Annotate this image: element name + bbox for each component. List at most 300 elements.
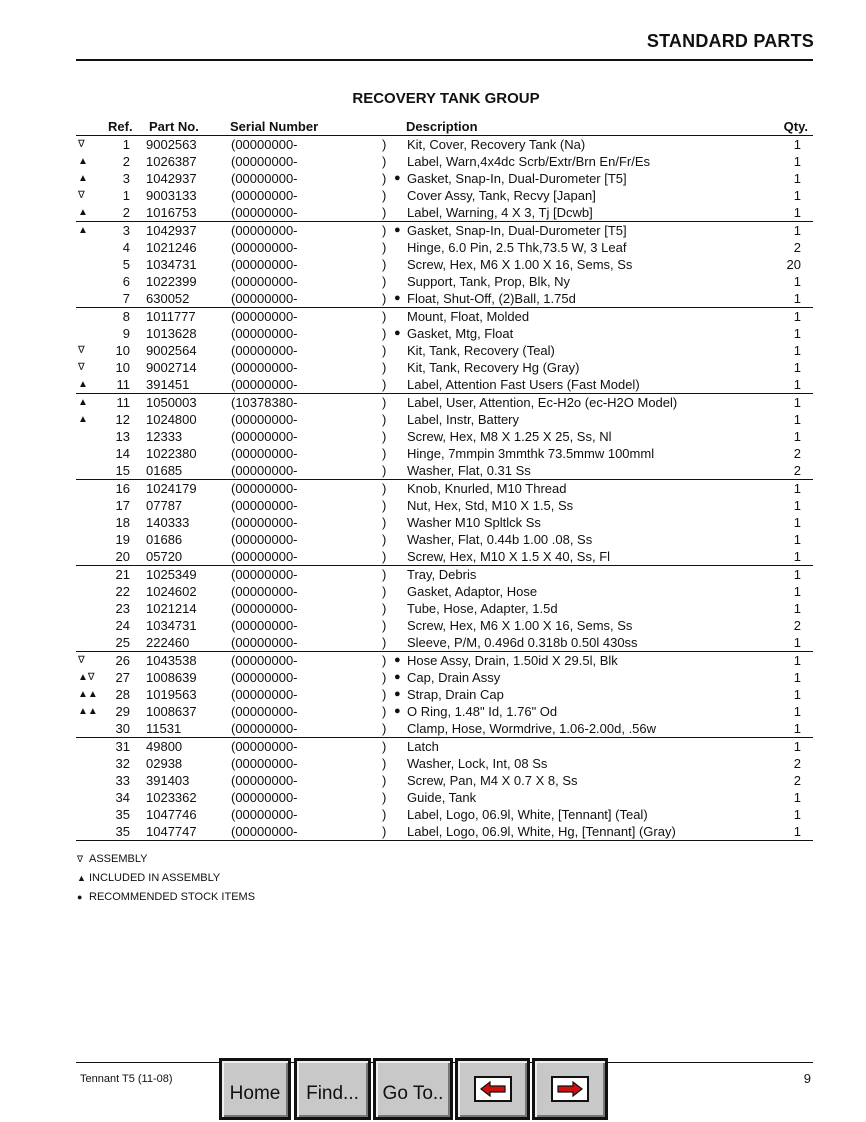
ref-cell: 24 <box>115 618 130 633</box>
table-row <box>76 359 813 376</box>
description-cell: Label, Warn,4x4dc Scrb/Extr/Brn En/Fr/Es <box>407 154 650 169</box>
table-header <box>76 118 813 136</box>
table-row <box>76 686 813 703</box>
ref-cell: 6 <box>122 274 130 289</box>
serial-cell: (00000000- <box>231 532 298 547</box>
serial-cell: (00000000- <box>231 567 298 582</box>
description-cell: Washer, Flat, 0.31 Ss <box>407 463 531 478</box>
parts-table <box>76 118 813 841</box>
description-cell: Sleeve, P/M, 0.496d 0.318b 0.50l 430ss <box>407 635 638 650</box>
recommended-dot: ● <box>394 327 401 339</box>
table-row <box>76 531 813 548</box>
item-symbol: ▲ <box>78 414 88 425</box>
ref-cell: 11 <box>116 395 130 410</box>
qty-cell: 1 <box>793 154 801 169</box>
col-header-ref: Ref. <box>108 119 133 134</box>
table-row <box>76 548 813 565</box>
serial-cell: (00000000- <box>231 687 298 702</box>
serial-close-paren: ) <box>382 773 387 788</box>
serial-close-paren: ) <box>382 171 387 186</box>
description-cell: Label, Attention Fast Users (Fast Model) <box>407 377 640 392</box>
serial-close-paren: ) <box>382 137 387 152</box>
table-row <box>76 514 813 531</box>
serial-cell: (00000000- <box>231 154 298 169</box>
part-number-cell: 1042937 <box>146 223 197 238</box>
serial-close-paren: ) <box>382 824 387 839</box>
qty-cell: 1 <box>793 137 801 152</box>
ref-cell: 3 <box>122 223 130 238</box>
next-page-button[interactable] <box>532 1058 608 1120</box>
serial-close-paren: ) <box>382 412 387 427</box>
legend-item-assembly <box>77 852 255 871</box>
ref-cell: 10 <box>115 343 130 358</box>
description-cell: Label, User, Attention, Ec-H2o (ec-H2O Model) <box>407 395 678 410</box>
serial-cell: (00000000- <box>231 653 298 668</box>
ref-cell: 9 <box>122 326 130 341</box>
part-number-cell: 01685 <box>146 463 183 478</box>
ref-cell: 18 <box>115 515 130 530</box>
serial-close-paren: ) <box>382 481 387 496</box>
qty-cell: 1 <box>793 532 801 547</box>
legend-text: ASSEMBLY <box>89 853 148 865</box>
description-cell: Screw, Pan, M4 X 0.7 X 8, Ss <box>407 773 578 788</box>
table-row <box>76 703 813 720</box>
serial-cell: (00000000- <box>231 807 298 822</box>
ref-cell: 19 <box>115 532 130 547</box>
serial-close-paren: ) <box>382 429 387 444</box>
serial-close-paren: ) <box>382 704 387 719</box>
serial-close-paren: ) <box>382 377 387 392</box>
legend <box>77 852 255 909</box>
serial-cell: (00000000- <box>231 549 298 564</box>
table-row <box>76 153 813 170</box>
description-cell: Screw, Hex, M6 X 1.00 X 16, Sems, Ss <box>407 257 633 272</box>
part-number-cell: 07787 <box>146 498 183 513</box>
serial-cell: (00000000- <box>231 377 298 392</box>
assembly-symbol-icon: ∇ <box>77 854 84 864</box>
serial-close-paren: ) <box>382 584 387 599</box>
item-symbol: ▲ <box>78 207 88 218</box>
table-row <box>76 617 813 634</box>
qty-cell: 1 <box>793 670 801 685</box>
serial-cell: (00000000- <box>231 601 298 616</box>
qty-cell: 1 <box>793 395 801 410</box>
description-cell: Support, Tank, Prop, Blk, Ny <box>407 274 571 289</box>
qty-cell: 1 <box>793 481 801 496</box>
qty-cell: 1 <box>793 309 801 324</box>
qty-cell: 1 <box>793 567 801 582</box>
table-row <box>76 342 813 359</box>
qty-cell: 1 <box>793 549 801 564</box>
part-number-cell: 1019563 <box>146 687 197 702</box>
ref-cell: 11 <box>116 377 130 392</box>
serial-cell: (00000000- <box>231 739 298 754</box>
serial-cell: (00000000- <box>231 498 298 513</box>
ref-cell: 23 <box>115 601 130 616</box>
qty-cell: 1 <box>793 377 801 392</box>
col-header-part-no: Part No. <box>149 119 199 134</box>
serial-cell: (00000000- <box>231 360 298 375</box>
item-symbol: ▲ <box>78 379 88 390</box>
ref-cell: 32 <box>115 756 130 771</box>
serial-cell: (00000000- <box>231 756 298 771</box>
recommended-symbol-icon: ● <box>77 892 83 902</box>
serial-close-paren: ) <box>382 739 387 754</box>
qty-cell: 1 <box>793 498 801 513</box>
right-arrow-icon <box>551 1076 589 1102</box>
ref-cell: 35 <box>115 824 130 839</box>
serial-cell: (00000000- <box>231 618 298 633</box>
description-cell: Kit, Tank, Recovery Hg (Gray) <box>407 360 580 375</box>
serial-cell: (00000000- <box>231 274 298 289</box>
ref-cell: 28 <box>115 687 130 702</box>
serial-cell: (00000000- <box>231 635 298 650</box>
qty-cell: 2 <box>793 773 801 788</box>
serial-cell: (10378380- <box>231 395 298 410</box>
part-number-cell: 630052 <box>146 291 190 306</box>
qty-cell: 1 <box>793 601 801 616</box>
previous-page-button[interactable] <box>455 1058 530 1120</box>
home-button[interactable]: Home <box>219 1058 291 1120</box>
serial-close-paren: ) <box>382 670 387 685</box>
serial-cell: (00000000- <box>231 326 298 341</box>
part-number-cell: 1021246 <box>146 240 197 255</box>
ref-cell: 13 <box>115 429 130 444</box>
item-symbol: ▲▲ <box>78 689 98 700</box>
ref-cell: 26 <box>115 653 130 668</box>
recommended-dot: ● <box>394 654 401 666</box>
item-symbol: ∇ <box>78 362 85 373</box>
description-cell: O Ring, 1.48" Id, 1.76" Od <box>407 704 558 719</box>
table-row <box>76 823 813 840</box>
item-symbol: ∇ <box>78 345 85 356</box>
part-number-cell: 1022380 <box>146 446 197 461</box>
description-cell: Mount, Float, Molded <box>407 309 530 324</box>
table-row <box>76 290 813 307</box>
ref-cell: 16 <box>115 481 130 496</box>
description-cell: Label, Logo, 06.9l, White, [Tennant] (Teal) <box>407 807 648 822</box>
part-number-cell: 222460 <box>146 635 190 650</box>
ref-cell: 33 <box>115 773 130 788</box>
description-cell: Clamp, Hose, Wormdrive, 1.06-2.00d, .56w <box>407 721 657 736</box>
description-cell: Hinge, 7mmpin 3mmthk 73.5mmw 100mml <box>407 446 655 461</box>
part-number-cell: 9002563 <box>146 137 197 152</box>
serial-close-paren: ) <box>382 309 387 324</box>
qty-cell: 1 <box>793 412 801 427</box>
recommended-dot: ● <box>394 688 401 700</box>
item-symbol: ▲▲ <box>78 706 98 717</box>
table-row <box>76 462 813 479</box>
qty-cell: 2 <box>793 240 801 255</box>
recommended-dot: ● <box>394 671 401 683</box>
table-row <box>76 204 813 221</box>
part-number-cell: 9003133 <box>146 188 197 203</box>
col-header-description: Description <box>406 119 478 134</box>
ref-cell: 7 <box>122 291 130 306</box>
part-number-cell: 1021214 <box>146 601 197 616</box>
part-number-cell: 1024602 <box>146 584 197 599</box>
part-number-cell: 1008637 <box>146 704 197 719</box>
part-number-cell: 1043538 <box>146 653 197 668</box>
table-row <box>76 187 813 204</box>
serial-cell: (00000000- <box>231 515 298 530</box>
table-row <box>76 256 813 273</box>
serial-close-paren: ) <box>382 635 387 650</box>
description-cell: Tray, Debris <box>407 567 477 582</box>
ref-cell: 21 <box>115 567 130 582</box>
item-symbol: ▲ <box>78 173 88 184</box>
table-row <box>76 307 813 325</box>
description-cell: Washer, Lock, Int, 08 Ss <box>407 756 548 771</box>
table-row <box>76 411 813 428</box>
qty-cell: 1 <box>793 704 801 719</box>
description-cell: Gasket, Snap-In, Dual-Durometer [T5] <box>407 223 627 238</box>
serial-cell: (00000000- <box>231 257 298 272</box>
table-row <box>76 479 813 497</box>
description-cell: Gasket, Mtg, Float <box>407 326 514 341</box>
table-row <box>76 170 813 187</box>
recommended-dot: ● <box>394 224 401 236</box>
ref-cell: 22 <box>115 584 130 599</box>
serial-cell: (00000000- <box>231 240 298 255</box>
description-cell: Label, Logo, 06.9l, White, Hg, [Tennant] (Gray) <box>407 824 676 839</box>
qty-cell: 1 <box>793 790 801 805</box>
serial-cell: (00000000- <box>231 291 298 306</box>
qty-cell: 1 <box>793 171 801 186</box>
part-number-cell: 1022399 <box>146 274 197 289</box>
included-symbol-icon: ▲ <box>77 873 86 883</box>
serial-cell: (00000000- <box>231 446 298 461</box>
serial-cell: (00000000- <box>231 171 298 186</box>
qty-cell: 1 <box>793 274 801 289</box>
serial-close-paren: ) <box>382 205 387 220</box>
table-row <box>76 737 813 755</box>
description-cell: Tube, Hose, Adapter, 1.5d <box>407 601 558 616</box>
serial-cell: (00000000- <box>231 704 298 719</box>
legend-text: RECOMMENDED STOCK ITEMS <box>89 891 256 903</box>
part-number-cell: 391403 <box>146 773 190 788</box>
serial-cell: (00000000- <box>231 481 298 496</box>
item-symbol: ∇ <box>78 139 85 150</box>
goto-button[interactable]: Go To.. <box>373 1058 453 1120</box>
description-cell: Washer M10 Spltlck Ss <box>407 515 541 530</box>
serial-close-paren: ) <box>382 446 387 461</box>
col-header-serial: Serial Number <box>230 119 319 134</box>
description-cell: Kit, Cover, Recovery Tank (Na) <box>407 137 586 152</box>
recommended-dot: ● <box>394 172 401 184</box>
part-number-cell: 1042937 <box>146 171 197 186</box>
table-body <box>76 136 813 840</box>
table-row <box>76 393 813 411</box>
part-number-cell: 02938 <box>146 756 183 771</box>
qty-cell: 1 <box>793 205 801 220</box>
header-divider <box>76 59 813 61</box>
serial-close-paren: ) <box>382 223 387 238</box>
part-number-cell: 01686 <box>146 532 183 547</box>
item-symbol: ∇ <box>78 190 85 201</box>
serial-close-paren: ) <box>382 498 387 513</box>
part-number-cell: 140333 <box>146 515 190 530</box>
serial-close-paren: ) <box>382 653 387 668</box>
table-row <box>76 720 813 737</box>
serial-close-paren: ) <box>382 188 387 203</box>
find-button[interactable]: Find... <box>294 1058 371 1120</box>
qty-cell: 1 <box>793 739 801 754</box>
part-number-cell: 1016753 <box>146 205 197 220</box>
serial-cell: (00000000- <box>231 188 298 203</box>
qty-cell: 1 <box>793 429 801 444</box>
serial-cell: (00000000- <box>231 205 298 220</box>
part-number-cell: 49800 <box>146 739 183 754</box>
part-number-cell: 05720 <box>146 549 183 564</box>
description-cell: Nut, Hex, Std, M10 X 1.5, Ss <box>407 498 574 513</box>
qty-cell: 1 <box>793 326 801 341</box>
serial-cell: (00000000- <box>231 790 298 805</box>
qty-cell: 2 <box>793 618 801 633</box>
table-row <box>76 772 813 789</box>
ref-cell: 10 <box>115 360 130 375</box>
serial-cell: (00000000- <box>231 824 298 839</box>
part-number-cell: 1008639 <box>146 670 197 685</box>
part-number-cell: 1011777 <box>146 309 196 324</box>
table-row <box>76 273 813 290</box>
table-row <box>76 565 813 583</box>
footer-document-id: Tennant T5 (11-08) <box>80 1073 173 1085</box>
serial-close-paren: ) <box>382 154 387 169</box>
description-cell: Label, Warning, 4 X 3, Tj [Dcwb] <box>407 205 593 220</box>
serial-cell: (00000000- <box>231 412 298 427</box>
ref-cell: 4 <box>122 240 130 255</box>
description-cell: Hinge, 6.0 Pin, 2.5 Thk,73.5 W, 3 Leaf <box>407 240 627 255</box>
description-cell: Float, Shut-Off, (2)Ball, 1.75d <box>407 291 576 306</box>
qty-cell: 1 <box>793 584 801 599</box>
part-number-cell: 1034731 <box>146 618 197 633</box>
description-cell: Gasket, Snap-In, Dual-Durometer [T5] <box>407 171 627 186</box>
part-number-cell: 1013628 <box>146 326 197 341</box>
serial-cell: (00000000- <box>231 773 298 788</box>
legend-text: INCLUDED IN ASSEMBLY <box>89 872 221 884</box>
serial-cell: (00000000- <box>231 429 298 444</box>
table-row <box>76 789 813 806</box>
table-row <box>76 497 813 514</box>
ref-cell: 25 <box>115 635 130 650</box>
serial-close-paren: ) <box>382 618 387 633</box>
ref-cell: 5 <box>122 257 130 272</box>
qty-cell: 1 <box>793 188 801 203</box>
part-number-cell: 1025349 <box>146 567 197 582</box>
part-number-cell: 1023362 <box>146 790 197 805</box>
part-number-cell: 1050003 <box>146 395 197 410</box>
serial-cell: (00000000- <box>231 584 298 599</box>
item-symbol: ▲ <box>78 156 88 167</box>
qty-cell: 1 <box>793 807 801 822</box>
serial-close-paren: ) <box>382 567 387 582</box>
page-number: 9 <box>803 1071 811 1086</box>
ref-cell: 12 <box>115 412 130 427</box>
legend-item-included <box>77 871 255 890</box>
table-row <box>76 445 813 462</box>
serial-close-paren: ) <box>382 360 387 375</box>
description-cell: Knob, Knurled, M10 Thread <box>407 481 567 496</box>
description-cell: Latch <box>407 739 439 754</box>
table-row <box>76 583 813 600</box>
ref-cell: 30 <box>115 721 130 736</box>
ref-cell: 34 <box>115 790 130 805</box>
serial-cell: (00000000- <box>231 463 298 478</box>
qty-cell: 20 <box>786 257 801 272</box>
table-row <box>76 376 813 393</box>
description-cell: Screw, Hex, M6 X 1.00 X 16, Sems, Ss <box>407 618 633 633</box>
serial-cell: (00000000- <box>231 721 298 736</box>
description-cell: Strap, Drain Cap <box>407 687 504 702</box>
table-row <box>76 325 813 342</box>
table-row <box>76 669 813 686</box>
qty-cell: 2 <box>793 463 801 478</box>
description-cell: Guide, Tank <box>407 790 477 805</box>
serial-close-paren: ) <box>382 807 387 822</box>
serial-close-paren: ) <box>382 291 387 306</box>
ref-cell: 17 <box>115 498 130 513</box>
ref-cell: 2 <box>122 154 130 169</box>
qty-cell: 1 <box>793 687 801 702</box>
serial-close-paren: ) <box>382 756 387 771</box>
description-cell: Screw, Hex, M10 X 1.5 X 40, Ss, Fl <box>407 549 611 564</box>
serial-close-paren: ) <box>382 721 387 736</box>
serial-close-paren: ) <box>382 395 387 410</box>
serial-close-paren: ) <box>382 790 387 805</box>
qty-cell: 2 <box>793 446 801 461</box>
part-number-cell: 1026387 <box>146 154 197 169</box>
part-number-cell: 1047747 <box>146 824 197 839</box>
serial-close-paren: ) <box>382 257 387 272</box>
ref-cell: 8 <box>122 309 130 324</box>
qty-cell: 1 <box>793 291 801 306</box>
table-row <box>76 651 813 669</box>
ref-cell: 15 <box>115 463 130 478</box>
ref-cell: 2 <box>122 205 130 220</box>
serial-close-paren: ) <box>382 274 387 289</box>
ref-cell: 1 <box>122 188 130 203</box>
left-arrow-icon <box>474 1076 512 1102</box>
ref-cell: 29 <box>115 704 130 719</box>
serial-cell: (00000000- <box>231 137 298 152</box>
description-cell: Screw, Hex, M8 X 1.25 X 25, Ss, Nl <box>407 429 612 444</box>
qty-cell: 2 <box>793 756 801 771</box>
item-symbol: ▲ <box>78 397 88 408</box>
description-cell: Label, Instr, Battery <box>407 412 520 427</box>
serial-close-paren: ) <box>382 515 387 530</box>
legend-item-recommended <box>77 890 255 909</box>
part-number-cell: 1034731 <box>146 257 197 272</box>
qty-cell: 1 <box>793 360 801 375</box>
serial-cell: (00000000- <box>231 670 298 685</box>
qty-cell: 1 <box>793 721 801 736</box>
table-row <box>76 634 813 651</box>
ref-cell: 20 <box>115 549 130 564</box>
part-number-cell: 11531 <box>146 721 182 736</box>
ref-cell: 1 <box>122 137 130 152</box>
recommended-dot: ● <box>394 705 401 717</box>
page-header-title: STANDARD PARTS <box>646 31 814 51</box>
serial-close-paren: ) <box>382 601 387 616</box>
description-cell: Cap, Drain Assy <box>407 670 501 685</box>
serial-close-paren: ) <box>382 240 387 255</box>
part-number-cell: 1024179 <box>146 481 197 496</box>
serial-cell: (00000000- <box>231 309 298 324</box>
table-row <box>76 755 813 772</box>
table-row <box>76 239 813 256</box>
description-cell: Washer, Flat, 0.44b 1.00 .08, Ss <box>407 532 593 547</box>
